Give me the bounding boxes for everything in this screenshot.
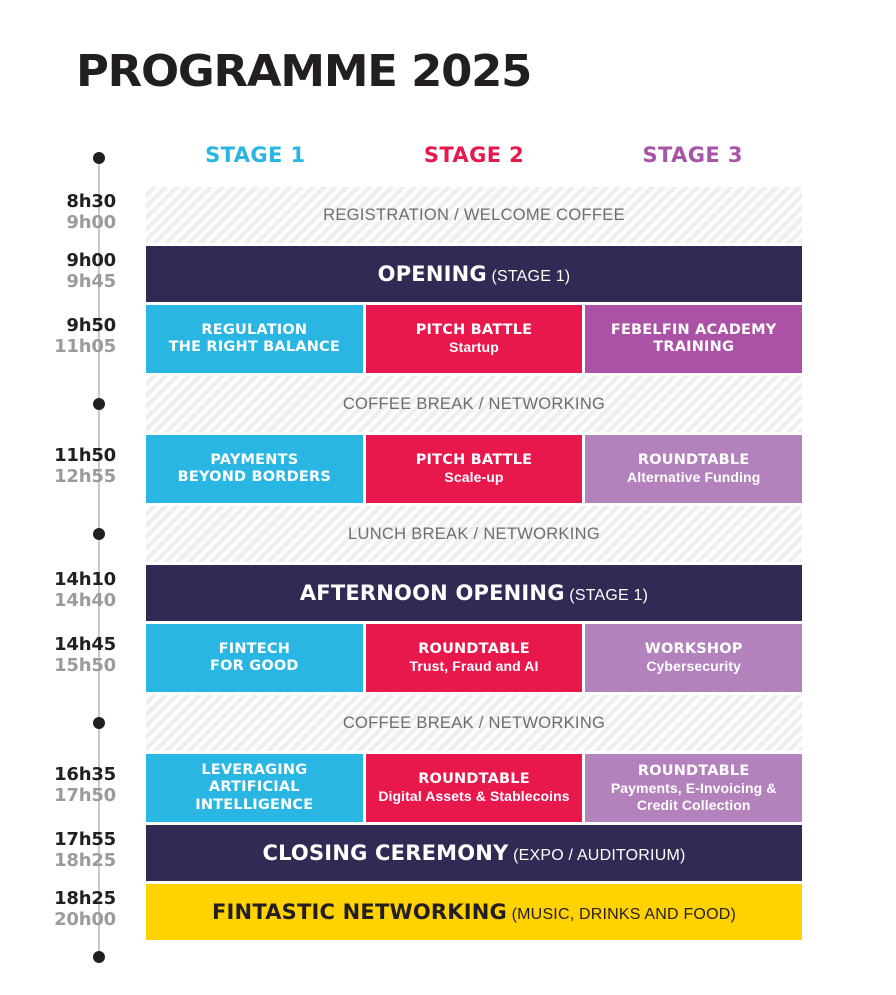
- session-subtitle: Cybersecurity: [646, 658, 742, 675]
- stage-header-row: [146, 143, 802, 177]
- time-end: 15h50: [54, 655, 116, 676]
- session-subtitle: FOR GOOD: [210, 658, 299, 674]
- break-label: LUNCH BREAK / NETWORKING: [348, 524, 600, 543]
- time-end: 17h50: [54, 785, 116, 806]
- time-start: 18h25: [54, 888, 116, 909]
- session-title: FINTECH: [218, 640, 291, 657]
- time-start: 9h00: [66, 250, 116, 271]
- session-cell-stage-1: [146, 305, 366, 373]
- time-block: [16, 764, 136, 806]
- session-title: ROUNDTABLE: [418, 641, 530, 658]
- time-block: [16, 315, 136, 357]
- session-cell-stage-1: [146, 624, 366, 692]
- session-cell-stage-3: [585, 435, 802, 503]
- session-label: [212, 900, 736, 924]
- session-title: PITCH BATTLE: [415, 322, 533, 339]
- session-cell-stage-2: [366, 624, 586, 692]
- time-block: [16, 888, 136, 930]
- programme-grid: [146, 187, 802, 943]
- session-label: [378, 262, 571, 286]
- programme-row: [146, 376, 802, 432]
- session-title: OPENING: [377, 262, 487, 286]
- session-subtitle: Scale-up: [444, 469, 504, 486]
- session-venue: (STAGE 1): [486, 268, 571, 285]
- session-title: FEBELFIN ACADEMY: [610, 321, 777, 338]
- session-subtitle: ARTIFICIAL INTELLIGENCE: [195, 779, 314, 813]
- programme-row: [146, 825, 802, 881]
- programme-row: [146, 624, 802, 692]
- session-label: [300, 581, 648, 605]
- rail-dot: [93, 528, 105, 540]
- time-start: 9h50: [66, 315, 116, 336]
- session-subtitle: TRAINING: [653, 339, 735, 355]
- session-cell-stage-1: [146, 754, 366, 822]
- session-subtitle: Trust, Fraud and AI: [409, 658, 539, 675]
- time-end: 18h25: [54, 850, 116, 871]
- time-end: 9h00: [66, 212, 116, 233]
- programme-row: [146, 506, 802, 562]
- stage-header-3: STAGE 3: [642, 143, 743, 167]
- time-end: 11h05: [54, 336, 116, 357]
- session-title: REGULATION: [201, 321, 308, 338]
- stage-header-2: STAGE 2: [423, 143, 525, 167]
- time-block: [16, 634, 136, 676]
- session-title: CLOSING CEREMONY: [262, 841, 509, 865]
- rail-dot: [93, 951, 105, 963]
- programme-row: [146, 565, 802, 621]
- break-label: COFFEE BREAK / NETWORKING: [342, 713, 606, 732]
- session-subtitle: Alternative Funding: [627, 469, 761, 486]
- time-start: 8h30: [66, 191, 116, 212]
- session-title: ROUNDTABLE: [637, 762, 750, 779]
- session-cell-stage-2: [366, 305, 586, 373]
- time-block: [16, 829, 136, 871]
- time-start: 14h10: [54, 569, 116, 590]
- session-title: ROUNDTABLE: [637, 452, 750, 469]
- time-end: 12h55: [54, 466, 116, 487]
- programme-row: [146, 435, 802, 503]
- session-subtitle: Digital Assets & Stablecoins: [378, 788, 570, 805]
- session-cell-stage-3: [585, 754, 802, 822]
- programme-row: [146, 246, 802, 302]
- break-label: COFFEE BREAK / NETWORKING: [342, 394, 606, 413]
- time-end: 14h40: [54, 590, 116, 611]
- programme-row: [146, 187, 802, 243]
- session-cell-stage-2: [366, 435, 586, 503]
- stage-header-1: STAGE 1: [205, 143, 306, 167]
- session-title: ROUNDTABLE: [418, 771, 530, 788]
- session-venue: (STAGE 1): [564, 587, 649, 604]
- session-title: PITCH BATTLE: [415, 452, 533, 469]
- time-end: 20h00: [54, 909, 116, 930]
- session-title: PAYMENTS: [210, 451, 299, 468]
- rail-dot: [93, 398, 105, 410]
- page-title: PROGRAMME 2025: [76, 46, 532, 97]
- time-block: [16, 445, 136, 487]
- rail-dot: [93, 152, 105, 164]
- time-start: 11h50: [54, 445, 116, 466]
- session-subtitle: BEYOND BORDERS: [177, 469, 332, 485]
- time-end: 9h45: [66, 271, 116, 292]
- session-cell-stage-3: [585, 305, 802, 373]
- session-title: FINTASTIC NETWORKING: [211, 900, 507, 924]
- time-block: [16, 569, 136, 611]
- programme-row: [146, 884, 802, 940]
- session-venue: (MUSIC, DRINKS AND FOOD): [506, 906, 736, 923]
- session-cell-stage-2: [366, 754, 586, 822]
- session-label: [262, 841, 685, 865]
- break-label: REGISTRATION / WELCOME COFFEE: [323, 205, 625, 224]
- time-start: 14h45: [54, 634, 116, 655]
- rail-dot: [93, 717, 105, 729]
- programme-row: [146, 695, 802, 751]
- session-title: LEVERAGING: [201, 762, 308, 779]
- session-title: WORKSHOP: [644, 641, 743, 658]
- time-start: 17h55: [54, 829, 116, 850]
- session-cell-stage-3: [585, 624, 802, 692]
- time-block: [16, 250, 136, 292]
- session-subtitle: Payments, E-Invoicing & Credit Collection: [610, 780, 777, 813]
- programme-row: [146, 305, 802, 373]
- time-block: [16, 191, 136, 233]
- session-subtitle: THE RIGHT BALANCE: [168, 339, 340, 355]
- session-venue: (EXPO / AUDITORIUM): [508, 847, 686, 864]
- session-cell-stage-1: [146, 435, 366, 503]
- session-title: AFTERNOON OPENING: [299, 581, 565, 605]
- session-subtitle: Startup: [449, 339, 499, 356]
- programme-row: [146, 754, 802, 822]
- time-start: 16h35: [54, 764, 116, 785]
